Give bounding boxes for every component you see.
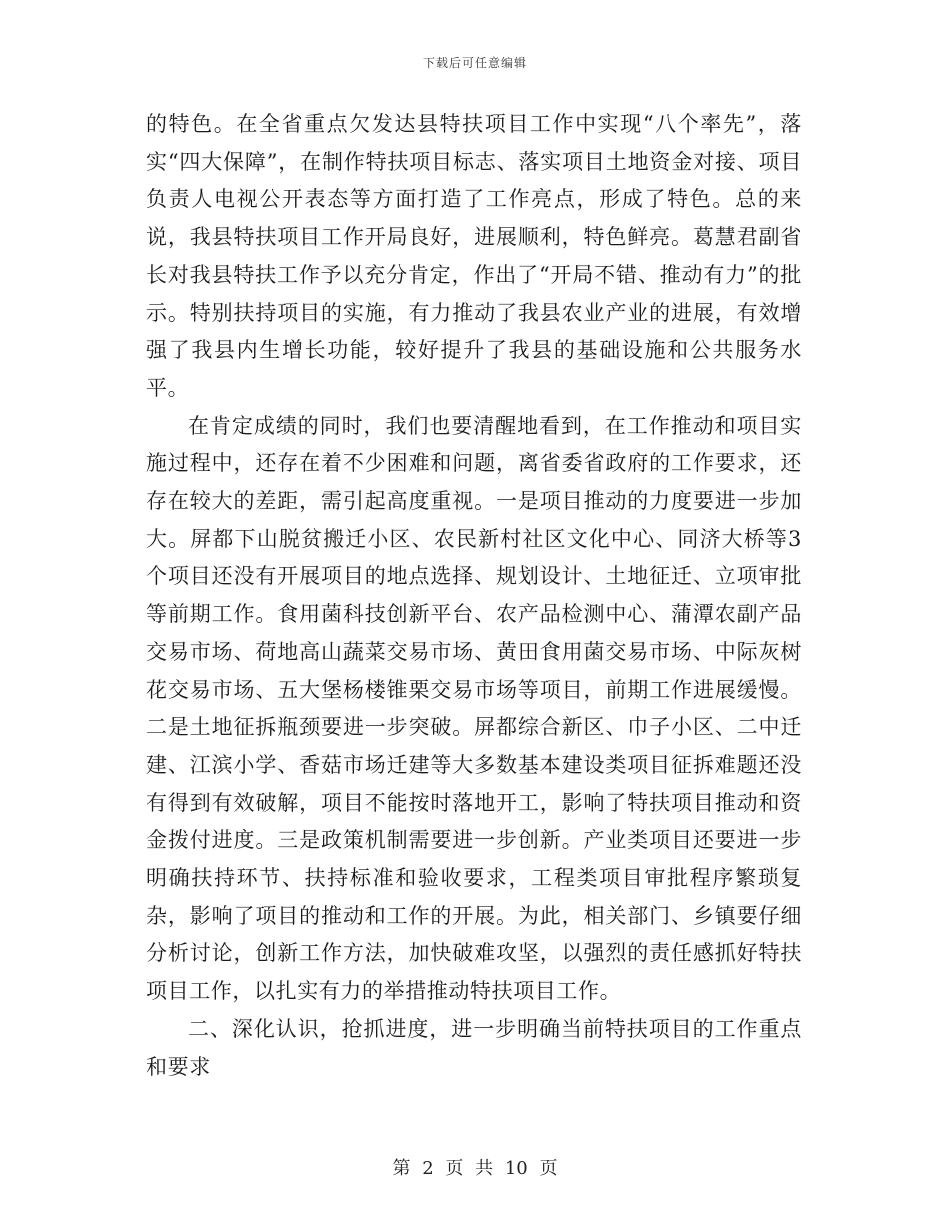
paragraph-1: 的特色。在全省重点欠发达县特扶项目工作中实现“八个率先”，落实“四大保障”，在制作特扶项目标志、落实项目土地资金对接、项目负责人电视公开表态等方面打造了工作亮点，形成了特色。总的来说，我县特扶项目工作开局良好，进展顺利，特色鲜亮。葛慧君副省长对我县特扶工作予以充分肯定，作出了“开局不错、推动有力”的批示。特别扶持项目的实施，有力推动了我县农业产业的进展，有效增强了我县内生增长功能，较好提升了我县的基础设施和公共服务水平。	[146, 112, 802, 400]
document-body	[146, 106, 802, 1086]
section-heading: 二、深化认识，抢抓进度，进一步明确当前特扶项目的工作重点和要求	[146, 1016, 802, 1079]
page-header: 下载后可任意编辑	[422, 56, 527, 70]
page-number-footer: 第 2 页 共 10 页	[392, 1158, 558, 1179]
paragraph-2: 在肯定成绩的同时，我们也要清醒地看到，在工作推动和项目实施过程中，还存在着不少困难和问题，离省委省政府的工作要求，还存在较大的差距，需引起高度重视。一是项目推动的力度要进一步加大。屏都下山脱贫搬迁小区、农民新村社区文化中心、同济大桥等3个项目还没有开展项目的地点选择、规划设计、土地征迁、立项审批等前期工作。食用菌科技创新平台、农产品检测中心、蒲潭农副产品交易市场、荷地高山蔬菜交易市场、黄田食用菌交易市场、中际灰树花交易市场、五大堡杨楼锥栗交易市场等项目，前期工作进展缓慢。二是土地征拆瓶颈要进一步突破。屏都综合新区、巾子小区、二中迁建、江滨小学、香菇市场迁建等大多数基本建设类项目征拆难题还没有得到有效破解，项目不能按时落地开工，影响了特扶项目推动和资金拨付进度。三是政策机制需要进一步创新。产业类项目还要进一步明确扶持环节、扶持标准和验收要求，工程类项目审批程序繁琐复杂，影响了项目的推动和工作的开展。为此，相关部门、乡镇要仔细分析讨论，创新工作方法，加快破难攻坚，以强烈的责任感抓好特扶项目工作，以扎实有力的举措推动特扶项目工作。	[146, 413, 802, 1004]
